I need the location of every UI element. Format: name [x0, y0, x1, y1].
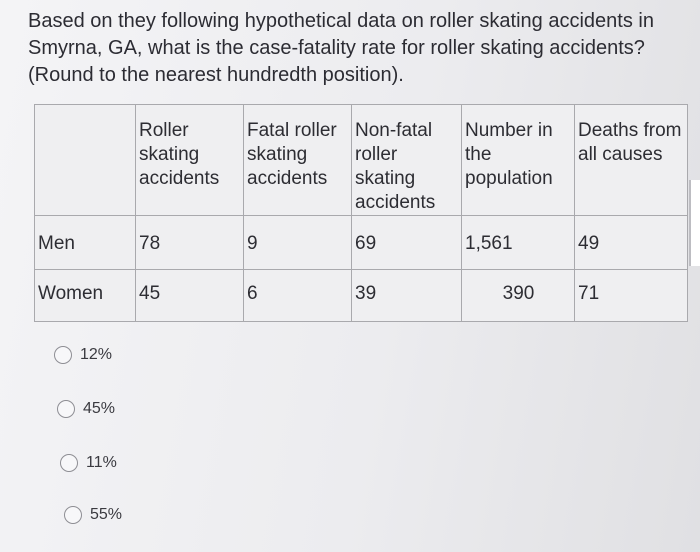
radio-button[interactable] [57, 400, 75, 418]
radio-button[interactable] [54, 346, 72, 364]
table-cell: 69 [352, 216, 462, 270]
table-cell: Women [35, 270, 136, 322]
table-header-cell: Deaths from all causes [575, 105, 688, 216]
table-row [35, 270, 688, 322]
table-cell: 9 [244, 216, 352, 270]
answer-option[interactable] [54, 346, 112, 364]
accident-data-table [34, 104, 688, 322]
table-cell: 1,561 [462, 216, 575, 270]
question-text: Based on they following hypothetical data on roller skating accidents in Smyrna, GA, what is the case-fatality rate for roller skating accidents? (Round to the nearest hundredth position). [28, 10, 654, 86]
answer-option[interactable] [57, 400, 115, 418]
table-cell: 39 [352, 270, 462, 322]
table-cell: 71 [575, 270, 688, 322]
table-row [35, 216, 688, 270]
scrollbar-edge [689, 180, 700, 266]
answer-option[interactable] [64, 506, 122, 524]
radio-button[interactable] [64, 506, 82, 524]
table-cell: 45 [136, 270, 244, 322]
table-cell: 49 [575, 216, 688, 270]
table-cell: Men [35, 216, 136, 270]
table-header-cell: Number in the population [462, 105, 575, 216]
table-header-row [35, 105, 688, 216]
option-label: 45% [83, 400, 116, 417]
option-label: 11% [86, 454, 117, 471]
radio-button[interactable] [60, 454, 78, 472]
table-cell: 6 [244, 270, 352, 322]
table-header-cell: Non-fatal roller skating accidents [352, 105, 462, 216]
option-label: 55% [90, 506, 123, 523]
table-cell: 78 [136, 216, 244, 270]
table-header-cell: Fatal roller skating accidents [244, 105, 352, 216]
table-cell: 390 [462, 270, 575, 322]
table-header-cell: Roller skating accidents [136, 105, 244, 216]
option-label: 12% [80, 346, 113, 363]
answer-option[interactable] [60, 454, 117, 472]
table-header-cell [35, 105, 136, 216]
